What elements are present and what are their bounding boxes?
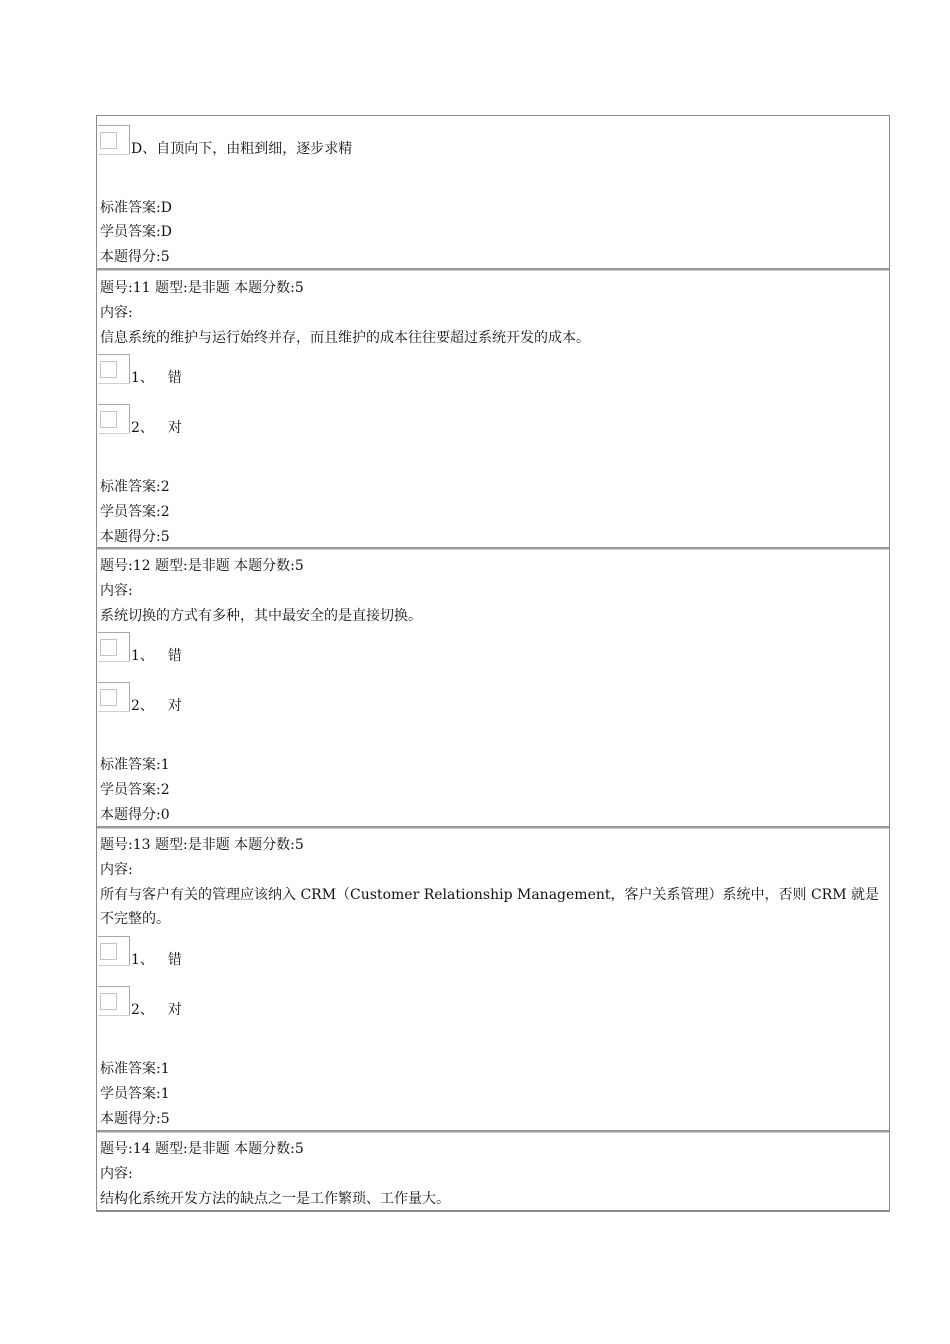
question-score: 本题得分:5 xyxy=(100,529,170,545)
question-score: 本题得分:5 xyxy=(100,1111,170,1127)
question-10-tail xyxy=(97,116,889,270)
question-11 xyxy=(97,270,889,549)
option-2[interactable] xyxy=(98,404,458,438)
question-12 xyxy=(97,549,889,828)
checkbox[interactable] xyxy=(98,125,130,155)
question-text: 系统切换的方式有多种，其中最安全的是直接切换。 xyxy=(100,608,422,624)
option-1[interactable] xyxy=(98,936,458,970)
question-score: 本题得分:0 xyxy=(100,807,170,823)
option-label: 2、 对 xyxy=(131,420,182,436)
option-label: 2、 对 xyxy=(131,1002,182,1018)
question-text: 信息系统的维护与运行始终并存，而且维护的成本往往要超过系统开发的成本。 xyxy=(100,330,590,346)
option-1[interactable] xyxy=(98,632,458,666)
option-label: 1、 错 xyxy=(131,952,182,968)
content-label: 内容: xyxy=(100,305,133,321)
question-text: 结构化系统开发方法的缺点之一是工作繁琐、工作量大。 xyxy=(100,1191,450,1207)
question-13 xyxy=(97,828,889,1132)
option-label: 2、 对 xyxy=(131,698,182,714)
option-label: 1、 错 xyxy=(131,370,182,386)
question-14 xyxy=(97,1132,889,1211)
checkbox[interactable] xyxy=(98,936,130,966)
option-label: 1、 错 xyxy=(131,648,182,664)
student-answer: 学员答案:1 xyxy=(100,1086,170,1102)
student-answer: 学员答案:D xyxy=(100,224,172,240)
checkbox[interactable] xyxy=(98,682,130,712)
option-2[interactable] xyxy=(98,682,458,716)
option-label: D、自顶向下，由粗到细，逐步求精 xyxy=(131,141,353,157)
student-answer: 学员答案:2 xyxy=(100,504,170,520)
content-label: 内容: xyxy=(100,583,133,599)
option-2[interactable] xyxy=(98,986,458,1020)
option-d[interactable] xyxy=(98,125,458,159)
checkbox[interactable] xyxy=(98,986,130,1016)
checkbox[interactable] xyxy=(98,354,130,384)
question-header: 题号:12 题型:是非题 本题分数:5 xyxy=(100,558,304,574)
checkbox[interactable] xyxy=(98,404,130,434)
checkbox[interactable] xyxy=(98,632,130,662)
student-answer: 学员答案:2 xyxy=(100,782,170,798)
exam-results-sheet xyxy=(96,115,890,1212)
content-label: 内容: xyxy=(100,862,133,878)
standard-answer: 标准答案:2 xyxy=(100,479,170,495)
content-label: 内容: xyxy=(100,1166,133,1182)
question-header: 题号:14 题型:是非题 本题分数:5 xyxy=(100,1141,304,1157)
question-header: 题号:11 题型:是非题 本题分数:5 xyxy=(100,280,304,296)
standard-answer: 标准答案:1 xyxy=(100,757,170,773)
question-header: 题号:13 题型:是非题 本题分数:5 xyxy=(100,837,304,853)
question-score: 本题得分:5 xyxy=(100,249,170,265)
question-text: 所有与客户有关的管理应该纳入 CRM（Customer Relationship Management，客户关系管理）系统中，否则 CRM 就是不完整的。 xyxy=(100,887,879,927)
standard-answer: 标准答案:D xyxy=(100,200,172,216)
option-1[interactable] xyxy=(98,354,458,388)
standard-answer: 标准答案:1 xyxy=(100,1061,170,1077)
